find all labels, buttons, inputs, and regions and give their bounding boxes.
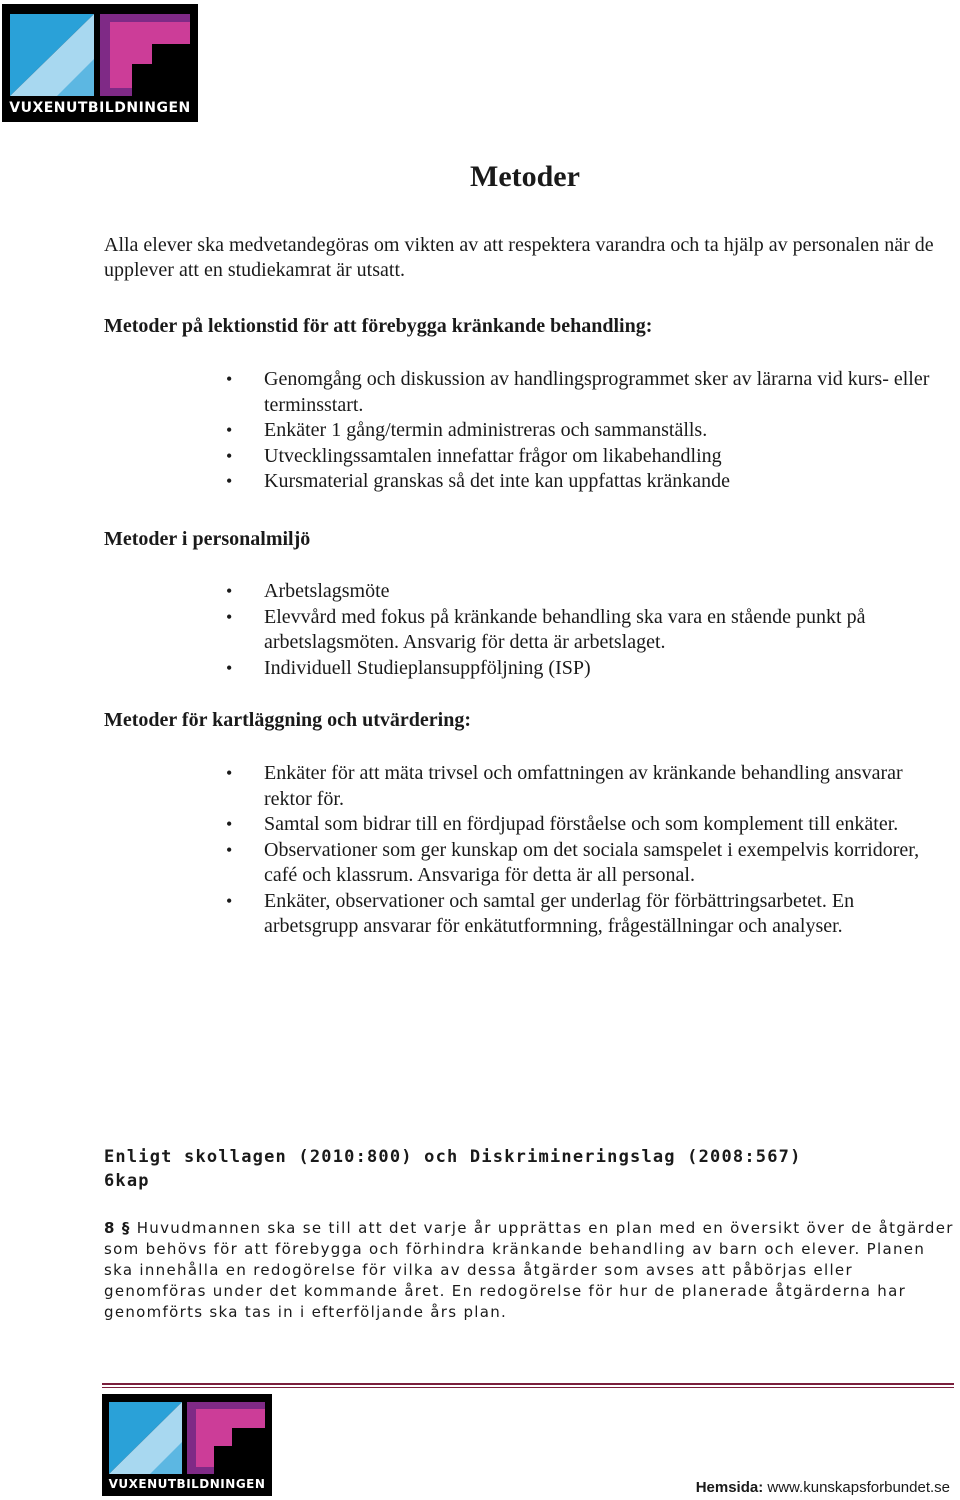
page-title: Metoder xyxy=(470,160,580,193)
list-item xyxy=(0,605,936,656)
bullet-list-lektionstid xyxy=(0,367,936,495)
law-heading-line1: Enligt skollagen (2010:800) och Diskrimineringslag (2008:567) xyxy=(104,1147,802,1167)
logo-bottom xyxy=(102,1394,272,1496)
list-item-text: Arbetslagsmöte xyxy=(264,580,390,602)
list-item xyxy=(0,367,936,418)
list-item-text: Samtal som bidrar till en fördjupad förståelse och som komplement till enkäter. xyxy=(264,813,899,835)
section-heading-lektionstid: Metoder på lektionstid för att förebygga kränkande behandling: xyxy=(104,315,653,337)
law-paragraph xyxy=(104,1218,954,1323)
footer-divider xyxy=(102,1383,954,1388)
law-text: Huvudmannen ska se till att det varje år upprättas en plan med en översikt över de åtgärder som behövs för att förebygga och förhindra kränkande behandling av barn och elever. Planen ska innehålla en redogörelse för vilka av dessa åtgärder som avses att påbörjas eller genomföras under det kommande året. En redogörelse för hur de planerade åtgärderna har genomförts ska tas in i efterföljande års plan. xyxy=(104,1219,954,1321)
bullet-list-personalmiljo xyxy=(0,579,936,681)
list-item-text: Kursmaterial granskas så det inte kan uppfattas kränkande xyxy=(264,470,730,492)
law-heading xyxy=(104,1145,802,1193)
homepage-label: Hemsida: xyxy=(695,1479,764,1496)
bullet-icon: • xyxy=(226,890,233,911)
section-heading-kartlaggning: Metoder för kartläggning och utvärdering: xyxy=(104,709,472,731)
section-symbol-icon: § xyxy=(121,1219,131,1237)
list-item-text: Observationer som ger kunskap om det sociala samspelet i exempelvis korridorer, café och klassrum. Ansvariga för detta är all personal. xyxy=(264,838,920,886)
intro-paragraph: Alla elever ska medvetandegöras om vikten av att respektera varandra och ta hjälp av personalen när de upplever att en studiekamrat är utsatt. xyxy=(104,234,934,281)
bullet-icon: • xyxy=(226,657,233,678)
bullet-icon: • xyxy=(226,420,233,440)
law-section-number: 8 xyxy=(104,1219,116,1237)
list-item xyxy=(0,889,936,940)
logo-top xyxy=(2,4,198,122)
list-item xyxy=(0,579,936,605)
list-item-text: Individuell Studieplansuppföljning (ISP) xyxy=(264,656,591,679)
bullet-icon: • xyxy=(226,839,233,860)
footer-homepage xyxy=(696,1479,950,1496)
list-item xyxy=(0,418,936,444)
list-item-text: Genomgång och diskussion av handlingsprogrammet sker av lärarna vid kurs- eller terminsstart. xyxy=(264,368,930,416)
bullet-list-kartlaggning xyxy=(0,761,936,940)
list-item xyxy=(0,656,936,682)
bullet-icon: • xyxy=(226,471,233,491)
bullet-icon: • xyxy=(226,445,233,466)
list-item-text: Enkäter 1 gång/termin administreras och sammanställs. xyxy=(264,419,708,441)
logo-text: VUXENUTBILDNINGEN xyxy=(9,100,191,116)
list-item xyxy=(0,761,936,812)
list-item-text: Elevvård med fokus på kränkande behandling ska vara en stående punkt på arbetslagsmöten. Ansvarig för detta är arbetslaget. xyxy=(264,605,866,653)
bullet-icon: • xyxy=(226,763,233,783)
bullet-icon: • xyxy=(226,814,233,834)
bullet-icon: • xyxy=(226,606,233,627)
list-item xyxy=(0,444,936,470)
list-item-text: Utvecklingssamtalen innefattar frågor om likabehandling xyxy=(264,444,722,467)
section-heading-personalmiljo: Metoder i personalmiljö xyxy=(104,528,311,550)
list-item-text: Enkäter, observationer och samtal ger underlag för förbättringsarbetet. En arbetsgrupp ansvarar för enkätutformning, frågeställningar och analyser. xyxy=(264,889,855,937)
law-heading-line2: 6kap xyxy=(104,1171,150,1191)
homepage-link[interactable]: www.kunskapsforbundet.se xyxy=(767,1479,950,1496)
bullet-icon: • xyxy=(226,581,233,601)
logo-text: VUXENUTBILDNINGEN xyxy=(108,1477,266,1491)
list-item-text: Enkäter för att mäta trivsel och omfattningen av kränkande behandling ansvarar rektor för. xyxy=(264,762,903,810)
list-item xyxy=(0,469,936,495)
list-item xyxy=(0,838,936,889)
list-item xyxy=(0,812,936,838)
bullet-icon: • xyxy=(226,369,233,389)
